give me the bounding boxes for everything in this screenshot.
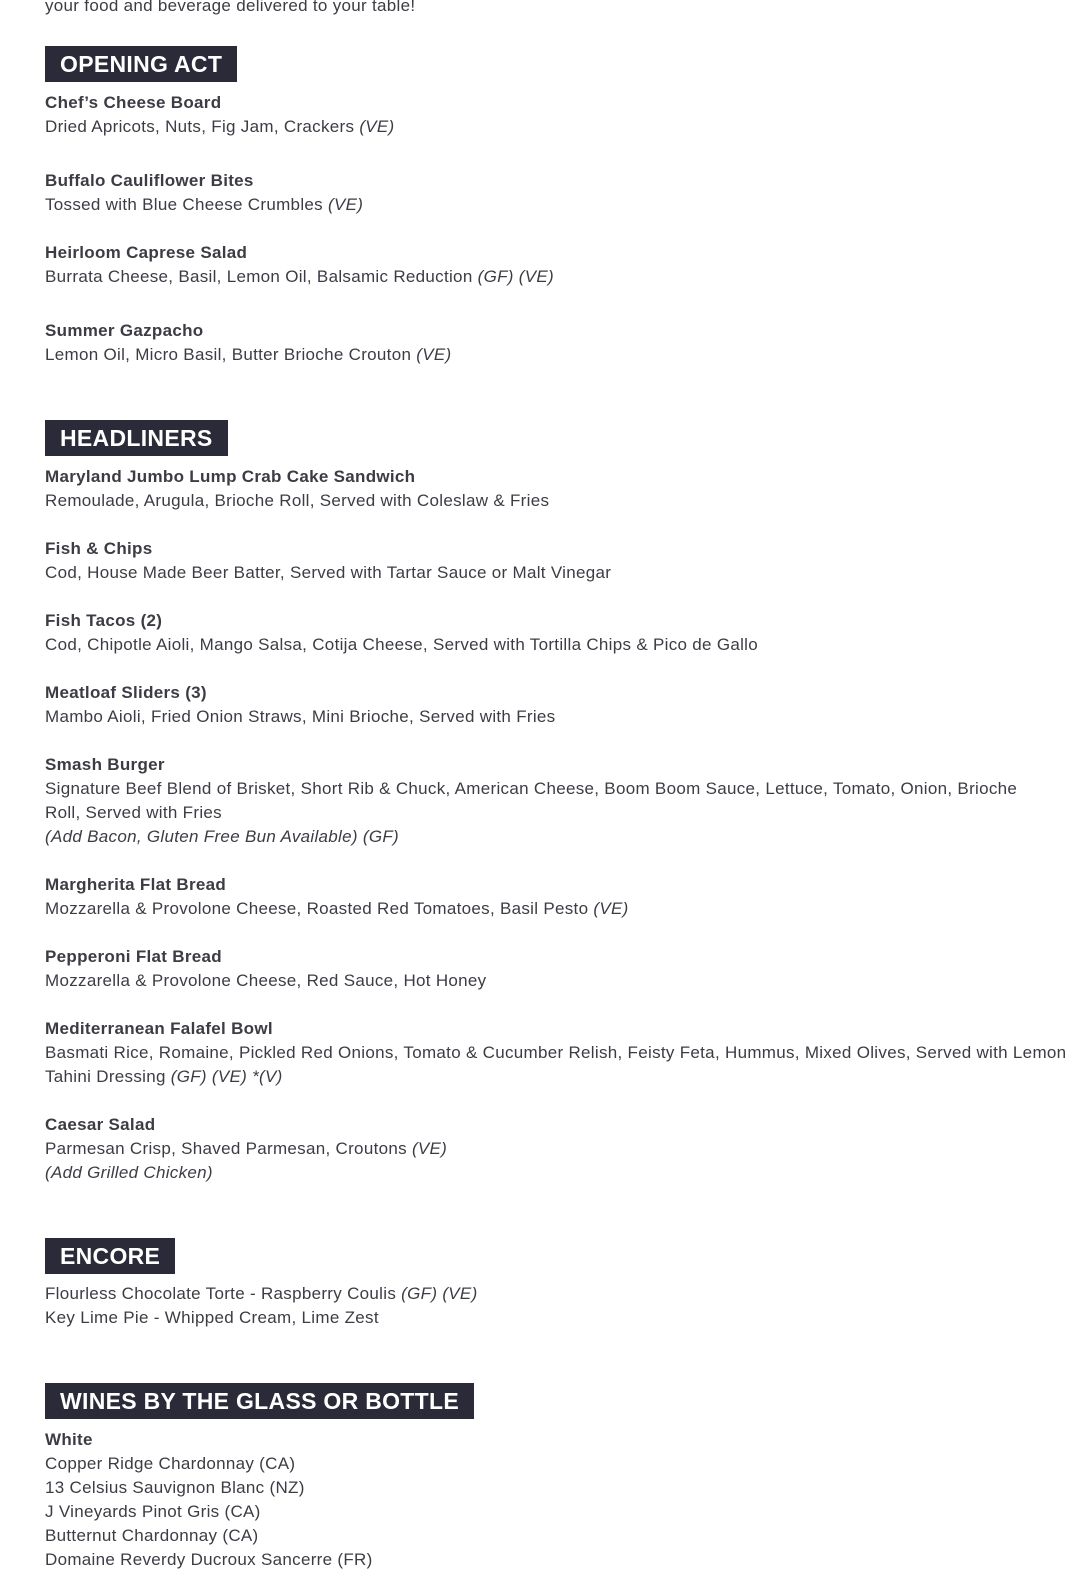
wine-item: Copper Ridge Chardonnay (CA) [45,1454,296,1473]
menu-item [45,873,1075,921]
section-heading-encore: ENCORE [45,1238,175,1274]
item-name: Mediterranean Falafel Bowl [45,1019,273,1038]
section-heading-headliners: HEADLINERS [45,420,228,456]
wine-item: J Vineyards Pinot Gris (CA) [45,1502,261,1521]
menu-item [45,91,1075,139]
item-description [45,343,1075,367]
dietary-tags: (VE) [359,117,395,136]
section-heading-wines: WINES BY THE GLASS OR BOTTLE [45,1383,474,1419]
dessert-item: Key Lime Pie - Whipped Cream, Lime Zest [45,1308,379,1327]
dietary-tags: (VE) [327,195,364,214]
item-description [45,1041,1075,1089]
dietary-tags: (VE) [411,1139,448,1158]
item-name: Margherita Flat Bread [45,875,227,894]
item-description: Mozzarella & Provolone Cheese, Red Sauce, Hot Honey [45,971,487,990]
dietary-tags: (VE) [416,345,452,364]
item-desc-text: Basmati Rice, Romaine, Pickled Red Onions, Tomato & Cucumber Relish, Feisty Feta, Hummus, Mixed Olives, Served with Lemon Tahini Dressing [45,1043,1067,1086]
dietary-tags: (GF) (VE) [477,267,554,286]
item-description [45,1137,1075,1161]
item-description [45,115,1075,139]
item-desc-text: Mozzarella & Provolone Cheese, Roasted Red Tomatoes, Basil Pesto [45,899,589,918]
item-description: Mambo Aioli, Fried Onion Straws, Mini Brioche, Served with Fries [45,707,556,726]
item-description: Remoulade, Arugula, Brioche Roll, Served with Coleslaw & Fries [45,491,550,510]
menu-item [45,1017,1075,1089]
wine-category-white: White [45,1430,93,1449]
menu-item [45,681,1075,729]
item-desc-text: Parmesan Crisp, Shaved Parmesan, Croutons [45,1139,407,1158]
item-name: Fish Tacos (2) [45,611,163,630]
item-name: Buffalo Cauliflower Bites [45,171,254,190]
item-desc-text: Dried Apricots, Nuts, Fig Jam, Crackers [45,117,355,136]
item-name: Caesar Salad [45,1115,156,1134]
menu-item [45,241,1075,289]
menu-item [45,465,1075,513]
item-description [45,193,1075,217]
item-desc-text: Tossed with Blue Cheese Crumbles [45,195,323,214]
section-heading-opening-act: OPENING ACT [45,46,237,82]
dessert-text: Flourless Chocolate Torte - Raspberry Coulis [45,1284,397,1303]
item-note: (Add Grilled Chicken) [45,1163,213,1182]
item-description: Signature Beef Blend of Brisket, Short Rib & Chuck, American Cheese, Boom Boom Sauce, Lettuce, Tomato, Onion, Brioche Roll, Served with Fries [45,779,1018,822]
item-name: Heirloom Caprese Salad [45,243,248,262]
menu-item [45,609,1075,657]
item-name: Summer Gazpacho [45,321,204,340]
menu-item [45,537,1075,585]
wine-item: Butternut Chardonnay (CA) [45,1526,259,1545]
wine-item: 13 Celsius Sauvignon Blanc (NZ) [45,1478,305,1497]
item-name: Fish & Chips [45,539,153,558]
dietary-tags: (GF) (VE) *(V) [170,1067,283,1086]
item-description: Cod, Chipotle Aioli, Mango Salsa, Cotija Cheese, Served with Tortilla Chips & Pico de Gallo [45,635,759,654]
menu-item [45,169,1075,217]
item-name: Smash Burger [45,755,165,774]
item-description: Cod, House Made Beer Batter, Served with Tartar Sauce or Malt Vinegar [45,563,612,582]
item-name: Meatloaf Sliders (3) [45,683,207,702]
intro-text: your food and beverage delivered to your table! [45,0,416,15]
item-desc-text: Lemon Oil, Micro Basil, Butter Brioche Crouton [45,345,412,364]
item-desc-text: Burrata Cheese, Basil, Lemon Oil, Balsamic Reduction [45,267,473,286]
wine-item: Domaine Reverdy Ducroux Sancerre (FR) [45,1550,373,1569]
item-name: Pepperoni Flat Bread [45,947,222,966]
dietary-tags: (GF) (VE) [401,1284,478,1303]
item-note: (Add Bacon, Gluten Free Bun Available) (GF) [45,827,400,846]
item-description [45,897,1075,921]
dietary-tags: (VE) [593,899,629,918]
menu-item [45,945,1075,993]
item-name: Chef’s Cheese Board [45,93,222,112]
menu-item [45,1113,1075,1185]
dessert-item [45,1282,478,1306]
menu-item [45,753,1045,849]
item-name: Maryland Jumbo Lump Crab Cake Sandwich [45,467,416,486]
item-description [45,265,1075,289]
menu-item [45,319,1075,367]
